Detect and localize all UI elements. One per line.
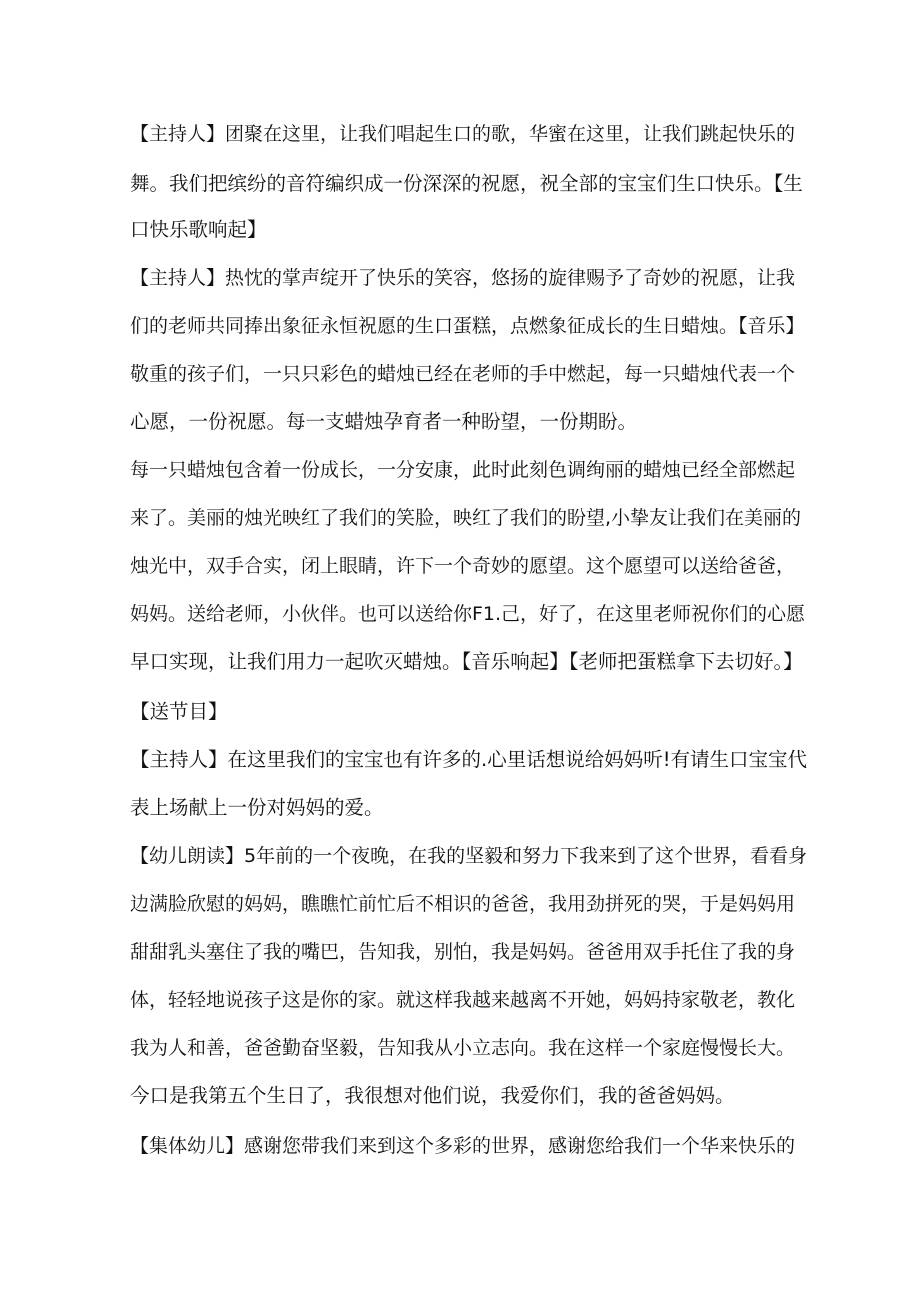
text-line: 敬重的孩子们，一只只彩色的蜡烛已经在老师的手中燃起，每一只蜡烛代表一个 [130, 363, 796, 385]
text-line: 【主持人】热忱的掌声绽开了快乐的笑容，悠扬的旋律赐予了奇妙的祝愿，让我 [130, 267, 796, 289]
text-line: 舞。我们把缤纷的音符编织成一份深深的祝愿，祝全部的宝宝们生口快乐。【生 [130, 172, 803, 195]
text-line: 烛光中，双手合实，闭上眼睛，许下一个奇妙的愿望。这个愿望可以送给爸爸， [130, 555, 796, 577]
text-line: 早口实现，让我们用力一起吹灭蜡烛。【音乐响起】【老师把蛋糕拿下去切好。】 [130, 650, 803, 673]
text-line: 每一只蜡烛包含着一份成长，一分安康，此时此刻色调绚丽的蜡烛已经全部燃起 [130, 459, 796, 481]
text-line: 来了。美丽的烛光映红了我们的笑脸，映红了我们的盼望,小挚友让我们在美丽的 [130, 507, 802, 529]
text-line: 妈妈。送给老师，小伙伴。也可以送给你F1.己，好了，在这里老师祝你们的心愿 [130, 603, 806, 625]
text-line: 心愿，一份祝愿。每一支蜡烛孕育者一种盼望，一份期盼。 [130, 410, 638, 433]
text-line: 甜甜乳头塞住了我的嘴巴，告知我，别怕，我是妈妈。爸爸用双手托住了我的身 [130, 941, 796, 963]
text-line: 【送节目】 [130, 700, 228, 723]
text-line: 边满脸欣慰的妈妈，瞧瞧忙前忙后不相识的爸爸，我用劲拼死的哭，于是妈妈用 [130, 893, 796, 915]
text-line: 今口是我第五个生日了，我很想对他们说，我爱你们，我的爸爸妈妈。 [130, 1084, 735, 1107]
text-line: 我为人和善，爸爸勤奋坚毅，告知我从小立志向。我在这样一个家庭慢慢长大。 [130, 1037, 796, 1059]
text-line: 们的老师共同捧出象征永恒祝愿的生口蛋糕，点燃象征成长的生日蜡烛。【音乐】 [130, 315, 805, 337]
text-line: 【幼儿朗读】5年前的一个夜晚，在我的坚毅和努力下我来到了这个世界，看看身 [130, 845, 808, 867]
text-line: 【主持人】团聚在这里，让我们唱起生口的歌，华蜜在这里，让我们跳起快乐的 [130, 123, 796, 145]
text-line: 【主持人】在这里我们的宝宝也有许多的.心里话想说给妈妈听!有请生口宝宝代 [130, 748, 808, 771]
text-line: 体，轻轻地说孩子这是你的家。就这样我越来越离不开她，妈妈持家敬老，教化 [130, 989, 796, 1011]
text-line: 口快乐歌响起】 [130, 218, 267, 241]
text-line: 【集体幼儿】感谢您带我们来到这个多彩的世界，感谢您给我们一个华来快乐的 [130, 1135, 796, 1157]
text-line: 表上场献上一份对妈妈的爱。 [130, 796, 384, 819]
